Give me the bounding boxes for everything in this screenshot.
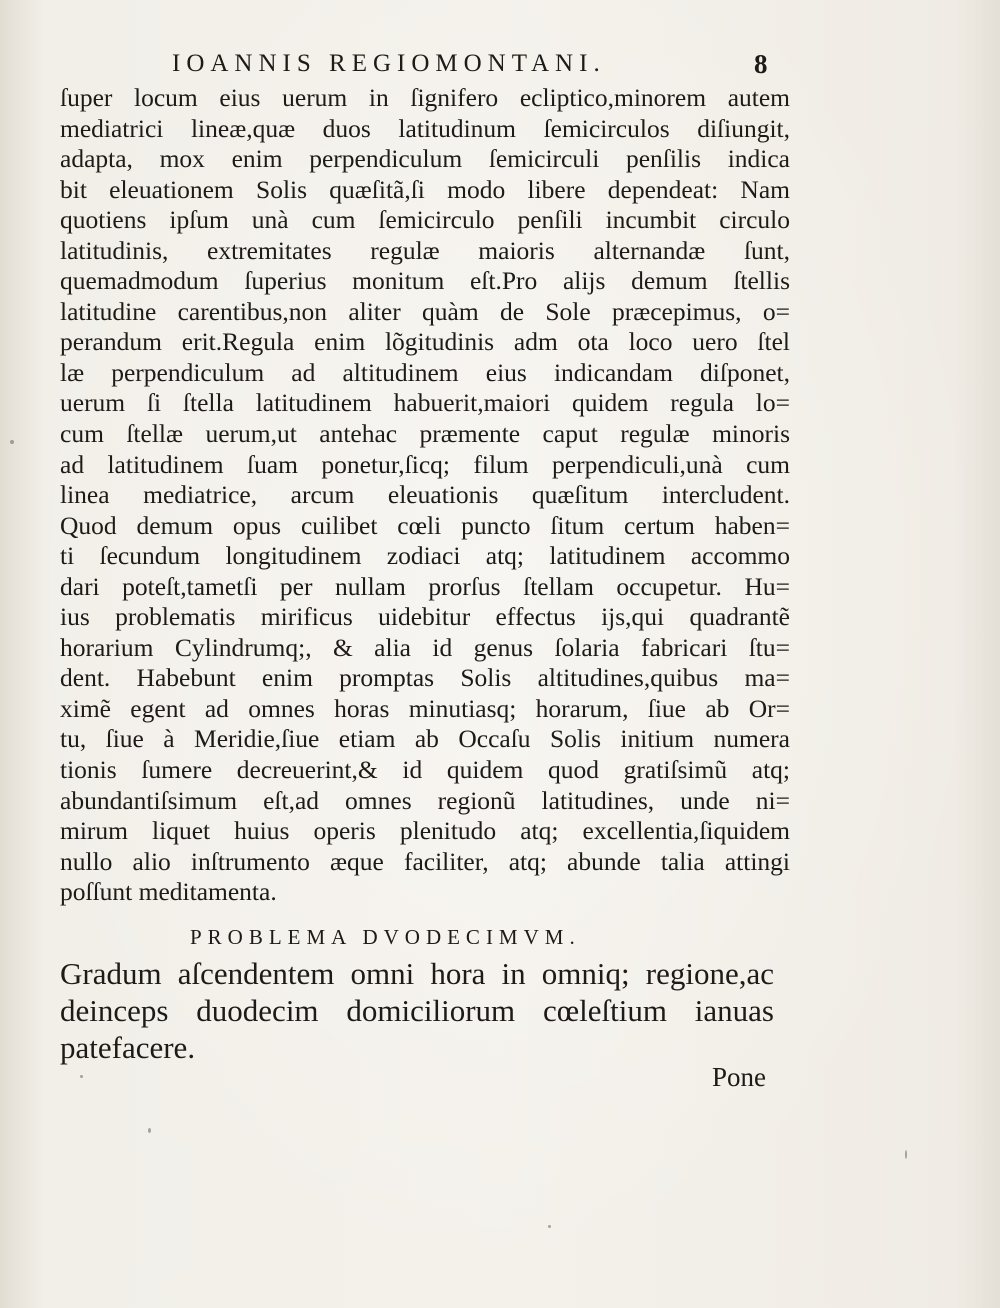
text-line: cum ſtellæ uerum,ut antehac præmente caput regulæ minoris: [60, 419, 790, 449]
text-line: linea mediatrice, arcum eleuationis quæſitum intercludent.: [60, 480, 790, 510]
statement-line: Gradum aſcendentem omni hora in omniq; regione,ac: [60, 956, 774, 991]
paper-speck: [548, 1225, 551, 1228]
text-line: ti ſecundum longitudinem zodiaci atq; latitudinem accommo: [60, 541, 790, 571]
text-line: ad latitudinem ſuam ponetur,ſicq; filum perpendiculi,unà cum: [60, 449, 790, 479]
text-line: ius problematis mirificus uidebitur effectus ijs,qui quadrantẽ: [60, 602, 790, 632]
problem-heading: PROBLEMA DVODECIMVM.: [190, 925, 581, 949]
text-line: abundantiſsimum eſt,ad omnes regionũ latitudines, unde ni=: [60, 785, 790, 815]
running-head: IOANNIS REGIOMONTANI.: [172, 50, 606, 77]
catchword: Pone: [712, 1062, 766, 1092]
text-line: poſſunt meditamenta.: [60, 877, 277, 907]
text-line: dari poteſt,tametſi per nullam prorſus ſtellam occupetur. Hu=: [60, 571, 790, 601]
text-line: mediatrici lineæ,quæ duos latitudinum ſemicirculos diſiungit,: [60, 113, 790, 143]
text-line: ximẽ egent ad omnes horas minutiasq; horarum, ſiue ab Or=: [60, 693, 790, 723]
text-line: tionis ſumere decreuerint,& id quidem quod gratiſsimũ atq;: [60, 755, 790, 785]
text-line: nullo alio inſtrumento æque faciliter, atq; abunde talia attingi: [60, 846, 790, 876]
page-number: 8: [754, 49, 768, 79]
text-line: latitudine carentibus,non aliter quàm de Sole præcepimus, o=: [60, 296, 790, 326]
text-line: ſuper locum eius uerum in ſignifero ecliptico,minorem autem: [60, 83, 790, 112]
problem-statement: [60, 955, 774, 1066]
text-line: adapta, mox enim perpendiculum ſemicirculi penſilis indica: [60, 144, 790, 174]
text-line: perandum erit.Regula enim lõgitudinis adm ota loco uero ſtel: [60, 327, 790, 357]
text-line: Quod demum opus cuilibet cœli puncto ſitum certum haben=: [60, 510, 790, 540]
paper-speck: [10, 440, 14, 444]
body-text: [60, 83, 790, 908]
text-line: læ perpendiculum ad altitudinem eius indicandam diſponet,: [60, 357, 790, 387]
text-line: mirum liquet huius operis plenitudo atq; excellentia,ſiquidem: [60, 816, 790, 846]
statement-line: deinceps duodecim domiciliorum cœleſtium ianuas: [60, 993, 774, 1028]
text-line: dent. Habebunt enim promptas Solis altitudines,quibus ma=: [60, 663, 790, 693]
paper-speck: [148, 1128, 151, 1133]
text-line: quotiens ipſum unà cum ſemicirculo penſili incumbit circulo: [60, 205, 790, 235]
statement-line: patefacere.: [60, 1030, 196, 1065]
text-line: horarium Cylindrumq;, & alia id genus ſolaria fabricari ſtu=: [60, 632, 790, 662]
paper-speck: [905, 1150, 907, 1159]
text-line: tu, ſiue à Meridie,ſiue etiam ab Occaſu Solis initium numera: [60, 724, 790, 754]
text-line: bit eleuationem Solis quæſitã,ſi modo libere dependeat: Nam: [60, 174, 790, 204]
text-line: uerum ſi ſtella latitudinem habuerit,maiori quidem regula lo=: [60, 388, 790, 418]
text-line: quemadmodum ſuperius monitum eſt.Pro alijs demum ſtellis: [60, 266, 790, 296]
paper-speck: [80, 1075, 83, 1078]
text-line: latitudinis, extremitates regulæ maioris alternandæ ſunt,: [60, 235, 790, 265]
